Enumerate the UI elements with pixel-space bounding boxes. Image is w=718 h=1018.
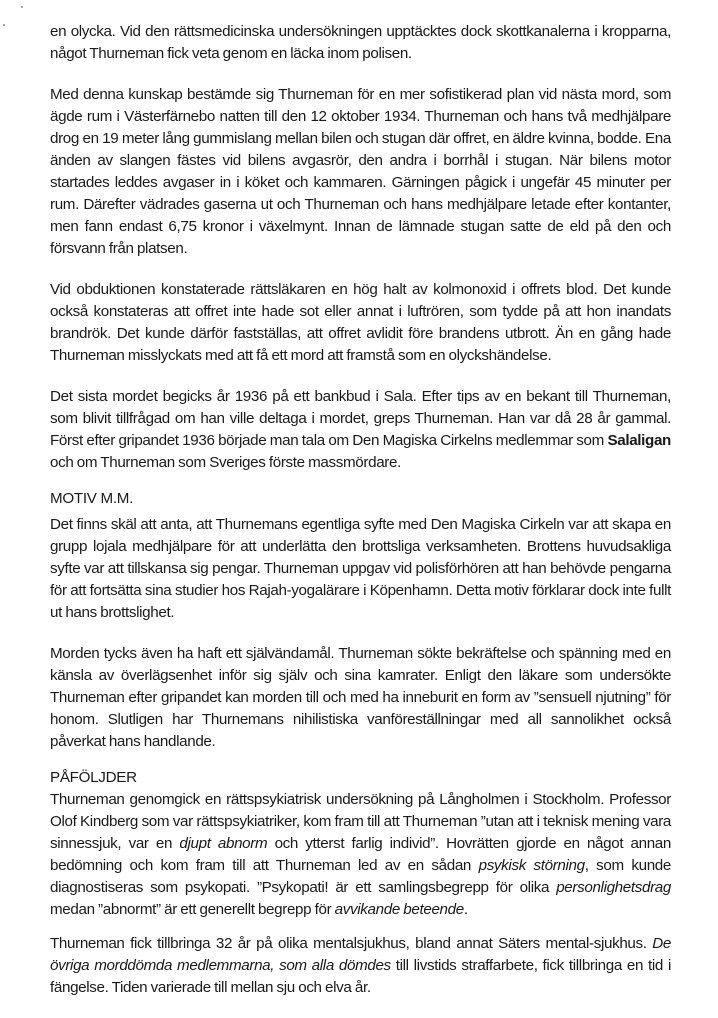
italic-term: djupt abnorm (179, 835, 268, 852)
text-run: Morden tycks även ha haft ett självändamål. Thurneman sökte bekräftelse och spänning med en känsla av överlägsenhet inför sig själv och sina kamrater. Enligt den läkare som undersökte Thurneman efter gripandet kan morden till och med ha inneburit en form av ”sensuell njutning” för honom. Slutligen har Thurnemans nihilistiska vanföreställningar med all sannolikhet också påverkat hans handlande. (50, 645, 671, 750)
text-run: . (463, 901, 468, 918)
text-run: Det sista mordet begicks år 1936 på ett bankbud i Sala. Efter tips av en bekant till Thurneman, som blivit tillfrågad om han ville deltaga i mordet, greps Thurneman. Han var då 28 år gammal. Först efter gripandet 1936 började man tala om Den Magiska Cirkelns medlemmar som (50, 388, 671, 449)
text-run: , som kunde diagnostiseras som psykopati. ”Psykopati! är ett samlingsbegrepp för olika (50, 857, 671, 896)
text-run: en olycka. Vid den rättsmedicinska undersökningen upptäcktes dock skottkanalerna i kropparna, något Thurneman fick veta genom en läcka inom polisen. (50, 23, 671, 62)
italic-term: psykisk störning (478, 857, 585, 874)
text-run: Thurneman fick tillbringa 32 år på olika mentalsjukhus, bland annat Säters mental-sjukhus. (50, 935, 653, 952)
text-run: Med denna kunskap bestämde sig Thurneman för en mer sofistikerad plan vid nästa mord, som ägde rum i Västerfärnebo natten till den 12 oktober 1934. Thurneman och hans två medhjälpare drog en 19 meter lång gummislang mellan bilen och stugan där offret, en äldre kvinna, bodde. Ena änden av slangen fästes vid bilens avgasrör, den andra i borrhål i stugan. När bilens motor startades leddes avgaser in i köket och kammaren. Gärningen pågick i ungefär 45 minuter per rum. Därefter vädrades gaserna ut och Thurneman och hans medhjälpare letade efter kontanter, men fann endast 6,75 kronor i växelmynt. Innan de lämnade stugan satte de eld på den och försvann från platsen. (50, 86, 671, 257)
paragraph (50, 386, 671, 474)
section-heading-pafoljder: PÅFÖLJDER (50, 769, 137, 786)
paragraph (50, 279, 671, 367)
paragraph (50, 84, 671, 260)
text-run: till livstids straffarbete, fick tillbringa en tid i fängelse. Tiden varierade till mellan sju och elva år. (50, 957, 671, 996)
text-run: Thurneman genomgick en rättspsykiatrisk undersökning på Långholmen i Stockholm. Professor Olof Kindberg som var rättspsykiatriker, kom fram till att Thurneman ”utan att i teknisk mening vara sinnessjuk, var en (50, 791, 671, 852)
paragraph (50, 643, 671, 753)
scan-artifact (21, 6, 23, 8)
text-run: Vid obduktionen konstaterade rättsläkaren en hög halt av kolmonoxid i offrets blod. Det kunde också konstateras att offret inte hade sot eller annat i luftrören, som tydde på att hon inandats brandrök. Det kunde därför fastställas, att offret avlidit före brandens utbrott. Än en gång hade Thurneman misslyckats med att få ett mord att framstå som en olyckshändelse. (50, 281, 671, 364)
text-run: och om Thurneman som Sveriges förste massmördare. (50, 454, 401, 471)
text-run: Det finns skäl att anta, att Thurnemans egentliga syfte med Den Magiska Cirkeln var att skapa en grupp lojala medhjälpare för att underlätta den brottsliga verksamheten. Brottens huvudsakliga syfte var att tillskansa sig pengar. Thurneman uppgav vid polisförhören att han behövde pengarna för att fortsätta sina studier hos Rajah-yogalärare i Köpenhamn. Detta motiv förklarar dock inte fullt ut hans brottslighet. (50, 516, 671, 621)
italic-term: personlighetsdrag (556, 879, 671, 896)
paragraph (50, 514, 671, 624)
italic-term: De övriga morddömda medlemmarna, som alla dömdes (50, 935, 671, 974)
italic-term: avvikande beteende (334, 901, 464, 918)
scan-artifact (3, 24, 5, 26)
text-run: och ytterst farlig individ”. Hovrätten gjorde en något annan bedömning och kom fram till att Thurneman led av en sådan (50, 835, 671, 874)
text-run: medan ”abnormt” är ett generellt begrepp för (50, 901, 335, 918)
paragraph (50, 21, 671, 65)
paragraph (50, 933, 671, 999)
bold-term: Salaligan (607, 432, 671, 449)
paragraph (50, 789, 671, 921)
section-heading-motiv: MOTIV M.M. (50, 490, 134, 507)
document-page (50, 21, 671, 1018)
